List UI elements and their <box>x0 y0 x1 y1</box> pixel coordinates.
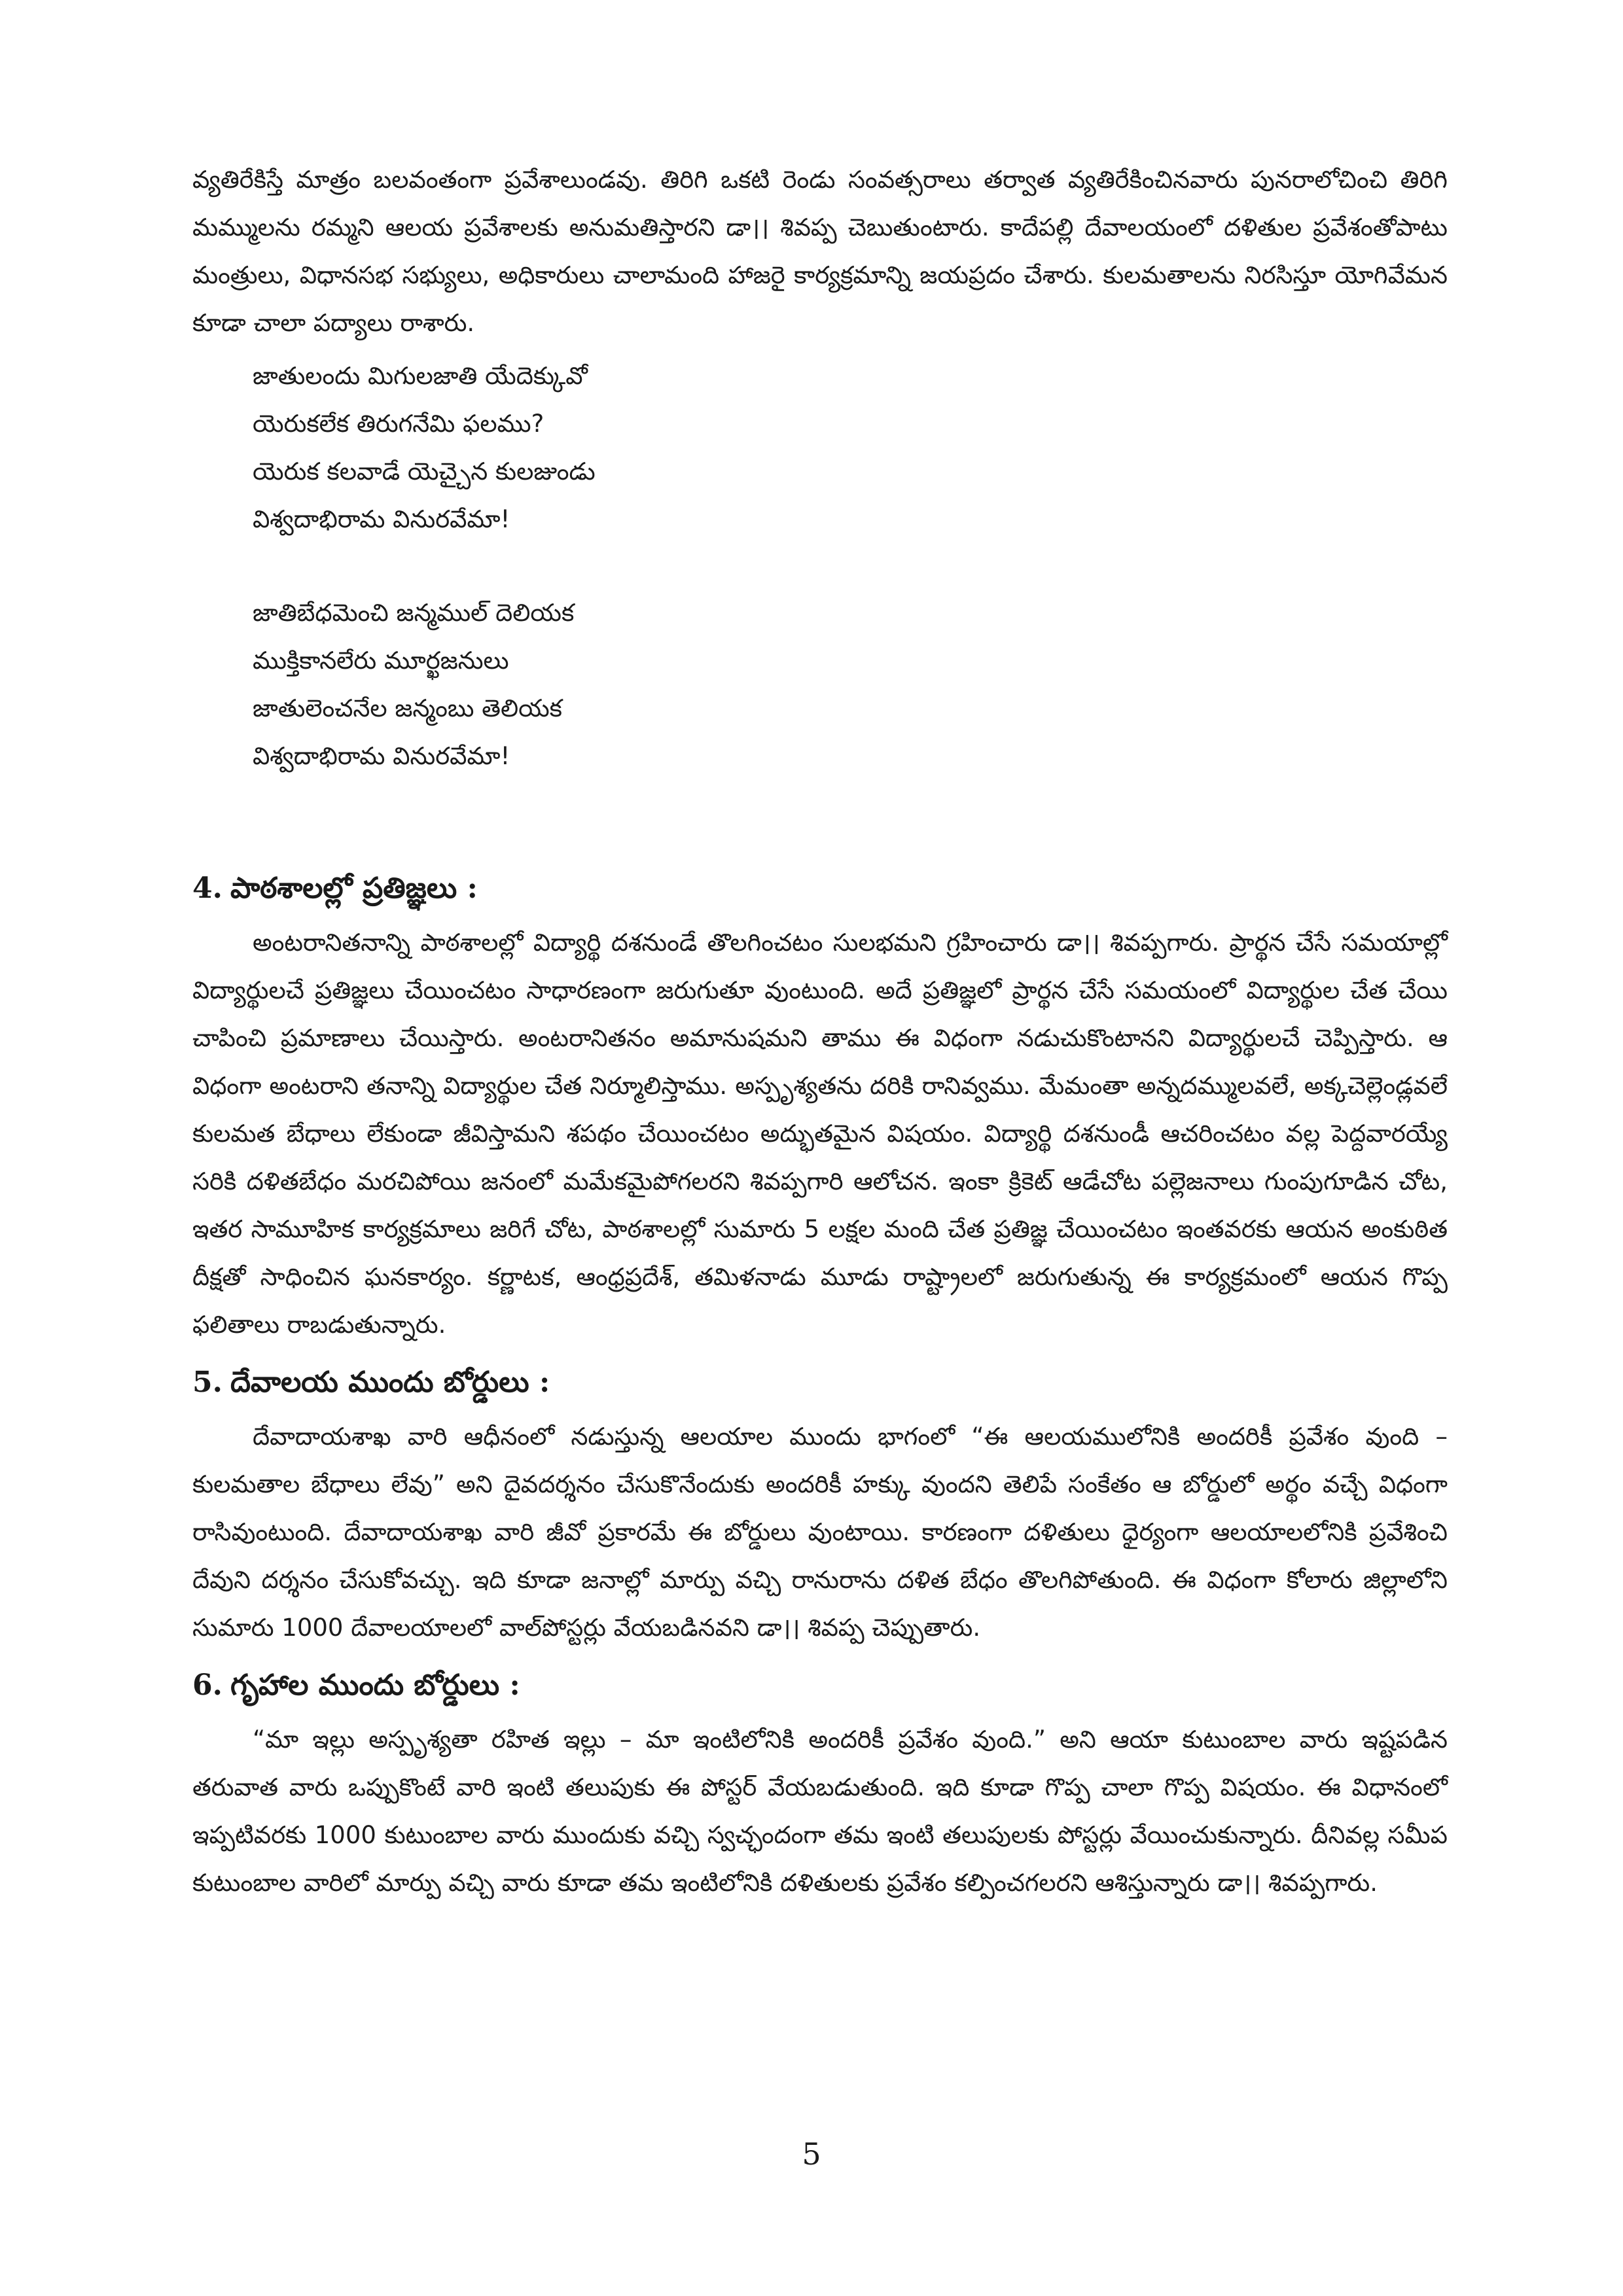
poem-stanza-1 <box>253 352 1448 543</box>
poem-line: జాతిబేధమెంచి జన్మముల్ దెలియక <box>253 599 575 627</box>
section-heading-4 <box>192 869 1448 908</box>
section-number: 6. <box>192 1669 223 1702</box>
poem-line: జాతులెంచనేల జన్మంబు తెలియక <box>253 694 562 722</box>
poem-line: ముక్తికానలేరు మూర్ఖజనులు <box>253 646 509 675</box>
section-body-6: “మా ఇల్లు అస్పృశ్యతా రహిత ఇల్లు – మా ఇంటిలోనికి అందరికీ ప్రవేశం వుంది.” అని ఆయా కుటుంబాల వారు ఇష్టపడిన తరువాత వారు ఒప్పుకొంటే వారి ఇంటి తలుపుకు ఈ పోస్టర్ వేయబడుతుంది. ఇది కూడా గొప్ప చాలా గొప్ప విషయం. ఈ విధానంలో ఇప్పటివరకు 1000 కుటుంబాల వారు ముందుకు వచ్చి స్వచ్ఛందంగా తమ ఇంటి తలుపులకు పోస్టర్లు వేయించుకున్నారు. దీనివల్ల సమీప కుటుంబాల వారిలో మార్పు వచ్చి వారు కూడా తమ ఇంటిలోనికి దళితులకు ప్రవేశం కల్పించగలరని ఆశిస్తున్నారు డా।। శివప్పగారు. <box>192 1725 1448 1897</box>
poem-line: విశ్వదాభిరామ వినురవేమా! <box>253 505 510 533</box>
document-page <box>192 156 1448 1907</box>
page-number: 5 <box>802 2136 821 2172</box>
section-heading-6 <box>192 1666 1448 1705</box>
section-body-4: అంటరానితనాన్ని పాఠశాలల్లో విద్యార్థి దశనుండే తొలగించటం సులభమని గ్రహించారు డా।। శివప్పగారు. ప్రార్థన చేసే సమయాల్లో విద్యార్థులచే ప్రతిజ్ఞలు చేయించటం సాధారణంగా జరుగుతూ వుంటుంది. అదే ప్రతిజ్ఞలో ప్రార్థన చేసే సమయంలో విద్యార్థుల చేత చేయి చాపించి ప్రమాణాలు చేయిస్తారు. అంటరానితనం అమానుషమని తాము ఈ విధంగా నడుచుకొంటానని విద్యార్థులచే చెప్పిస్తారు. ఆ విధంగా అంటరాని తనాన్ని విద్యార్థుల చేత నిర్మూలిస్తాము. అస్పృశ్యతను దరికి రానివ్వము. మేమంతా అన్నదమ్ములవలే, అక్కచెల్లెండ్లవలే కులమత బేధాలు లేకుండా జీవిస్తామని శపథం చేయించటం అద్భుతమైన విషయం. విద్యార్థి దశనుండీ ఆచరించటం వల్ల పెద్దవారయ్యే సరికి దళితబేధం మరచిపోయి జనంలో మమేకమైపోగలరని శివప్పగారి ఆలోచన. ఇంకా క్రికెట్ ఆడేచోట పల్లెజనాలు గుంపుగూడిన చోట, ఇతర సామూహిక కార్యక్రమాలు జరిగే చోట, పాఠశాలల్లో సుమారు 5 లక్షల మంది చేత ప్రతిజ్ఞ చేయించటం ఇంతవరకు ఆయన అంకుఠిత దీక్షతో సాధించిన ఘనకార్యం. కర్ణాటక, ఆంధ్రప్రదేశ్, తమిళనాడు మూడు రాష్ట్రాలలో జరుగుతున్న ఈ కార్యక్రమంలో ఆయన గొప్ప ఫలితాలు రాబడుతున్నారు. <box>192 928 1448 1339</box>
poem-line: జాతులందు మిగులజాతి యేదెక్కువో <box>253 362 588 390</box>
section-title: దేవాలయ ముందు బోర్డులు : <box>230 1366 550 1399</box>
section-body-5: దేవాదాయశాఖ వారి ఆధీనంలో నడుస్తున్న ఆలయాల ముందు భాగంలో “ఈ ఆలయములోనికి అందరికీ ప్రవేశం వుంది – కులమతాల బేధాలు లేవు” అని దైవదర్శనం చేసుకొనేందుకు అందరికీ హక్కు వుందని తెలిపే సంకేతం ఆ బోర్డులో అర్థం వచ్చే విధంగా రాసివుంటుంది. దేవాదాయశాఖ వారి జీవో ప్రకారమే ఈ బోర్డులు వుంటాయి. కారణంగా దళితులు ధైర్యంగా ఆలయాలలోనికి ప్రవేశించి దేవుని దర్శనం చేసుకోవచ్చు. ఇది కూడా జనాల్లో మార్పు వచ్చి రానురాను దళిత బేధం తొలగిపోతుంది. ఈ విధంగా కోలారు జిల్లాలోని సుమారు 1000 దేవాలయాలలో వాల్‌పోస్టర్లు వేయబడినవని డా।। శివప్ప చెప్పుతారు. <box>192 1422 1448 1642</box>
intro-paragraph: వ్యతిరేకిస్తే మాత్రం బలవంతంగా ప్రవేశాలుండవు. తిరిగి ఒకటి రెండు సంవత్సరాలు తర్వాత వ్యతిరేకించినవారు పునరాలోచించి తిరిగి మమ్ములను రమ్మని ఆలయ ప్రవేశాలకు అనుమతిస్తారని డా।। శివప్ప చెబుతుంటారు. కాదేపల్లి దేవాలయంలో దళితుల ప్రవేశంతోపాటు మంత్రులు, విధానసభ సభ్యులు, అధికారులు చాలామంది హాజరై కార్యక్రమాన్ని జయప్రదం చేశారు. కులమతాలను నిరసిస్తూ యోగివేమన కూడా చాలా పద్యాలు రాశారు. <box>192 166 1448 337</box>
poem-line: యెరుకలేక తిరుగనేమి ఫలము? <box>253 410 544 438</box>
section-number: 4. <box>192 872 223 905</box>
poem-line: విశ్వదాభిరామ వినురవేమా! <box>253 742 510 770</box>
section-title: పాఠశాలల్లో ప్రతిజ్ఞలు : <box>230 872 478 905</box>
section-title: గృహాల ముందు బోర్డులు : <box>230 1669 520 1702</box>
section-heading-5 <box>192 1363 1448 1402</box>
section-number: 5. <box>192 1366 223 1399</box>
poem-stanza-2 <box>253 589 1448 780</box>
poem-line: యెరుక కలవాడే యెచ్చైన కులజుండు <box>253 457 596 486</box>
